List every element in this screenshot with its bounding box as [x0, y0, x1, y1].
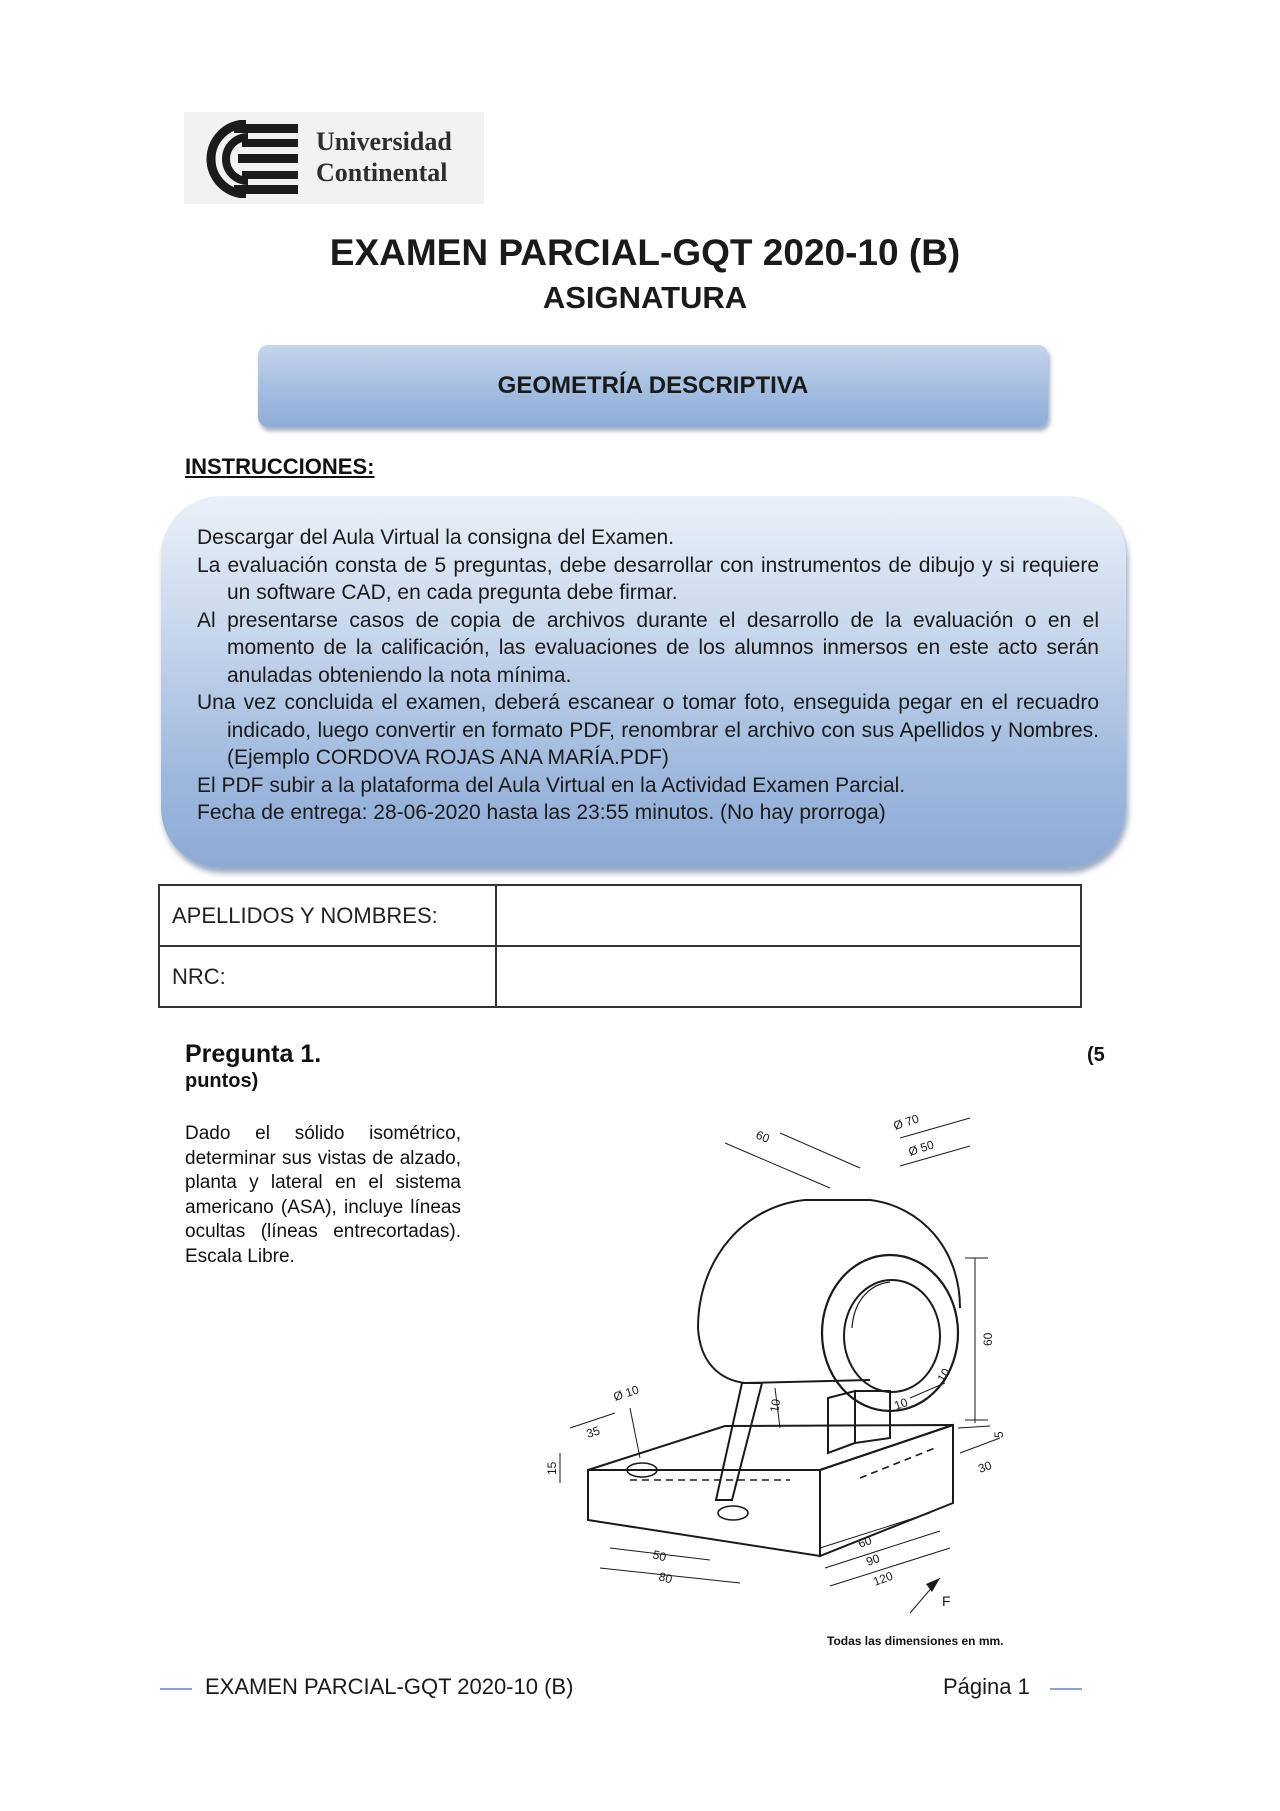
instruction-item: Al presentarse casos de copia de archivos durante el desarrollo de la evaluación o en el momento de la calificación, las evaluaciones de los alumnos inmersos en este acto serán anuladas obteniendo la nota mínima. — [197, 608, 1099, 687]
student-info-table — [158, 884, 1082, 1008]
dim-label: 60 — [856, 1533, 874, 1551]
instructions-list — [197, 524, 1099, 827]
instruction-item: La evaluación consta de 5 preguntas, debe desarrollar con instrumentos de dibujo y si requiere un software CAD, en cada pregunta debe firmar. — [197, 553, 1099, 604]
dim-label: 50 — [651, 1547, 668, 1565]
dim-label: 80 — [657, 1569, 674, 1587]
table-row — [159, 946, 1081, 1007]
cylinder-body — [698, 1200, 960, 1411]
isometric-drawing — [540, 1108, 1060, 1648]
rib — [716, 1383, 762, 1500]
dim-label: 10 — [892, 1395, 910, 1413]
instruction-item: Fecha de entrega: 28-06-2020 hasta las 23:55 minutos. (No hay prorroga) — [197, 801, 886, 824]
nrc-field[interactable] — [496, 946, 1081, 1007]
dim-label: 90 — [864, 1551, 882, 1569]
dim-label: 5 — [992, 1431, 1006, 1438]
footer-rule-left — [160, 1688, 192, 1690]
dim-label: 120 — [871, 1568, 895, 1589]
name-label: APELLIDOS Y NOMBRES: — [159, 885, 496, 946]
footer-page-number: Página 1 — [943, 1674, 1030, 1699]
question-text: Dado el sólido isométrico, determinar sus vistas de alzado, planta y lateral en el sistema americano (ASA), incluye líneas ocultas (líneas entrecortadas). Escala Libre. — [185, 1123, 461, 1267]
dim-label: 30 — [976, 1458, 994, 1476]
footer-exam-title: EXAMEN PARCIAL-GQT 2020-10 (B) — [205, 1674, 574, 1699]
dim-label: 15 — [545, 1461, 559, 1475]
base-block — [588, 1425, 953, 1556]
support-block — [828, 1391, 890, 1453]
instruction-item: Una vez concluida el examen, deberá escanear o tomar foto, enseguida pegar en el recuadro indicado, luego convertir en formato PDF, renombrar el archivo con sus Apellidos y Nombres. (Ejemplo CORDOVA ROJAS ANA MARÍA.PDF) — [197, 691, 1099, 769]
university-logo-icon — [190, 120, 302, 198]
exam-subtitle: ASIGNATURA — [542, 280, 748, 315]
university-logo — [184, 112, 484, 204]
exam-title: EXAMEN PARCIAL-GQT 2020-10 (B) — [329, 232, 961, 273]
dim-label: 10 — [767, 1397, 784, 1414]
instruction-item: Descargar del Aula Virtual la consigna del Examen. — [197, 526, 675, 549]
view-direction-label: F — [942, 1593, 951, 1609]
dim-label: 60 — [753, 1127, 772, 1146]
dim-label: 60 — [981, 1332, 995, 1346]
dim-label: 10 — [934, 1365, 954, 1385]
course-banner — [258, 345, 1048, 427]
nrc-label: NRC: — [159, 946, 496, 1007]
instructions-box — [161, 496, 1126, 868]
question-points-end: puntos) — [185, 1070, 259, 1092]
footer-rule-right — [1050, 1688, 1082, 1690]
logo-line-1: Universidad — [316, 127, 452, 156]
instruction-item: El PDF subir a la plataforma del Aula Virtual en la Actividad Examen Parcial. — [197, 773, 906, 797]
logo-wordmark — [316, 126, 452, 188]
dim-label: 35 — [584, 1423, 602, 1441]
course-name: GEOMETRÍA DESCRIPTIVA — [497, 372, 809, 399]
name-field[interactable] — [496, 885, 1081, 946]
dimension-labels — [545, 1111, 1006, 1609]
dim-label: Ø 70 — [891, 1111, 921, 1133]
dim-label: Ø 10 — [611, 1382, 641, 1404]
dim-label: Ø 50 — [906, 1137, 936, 1159]
question-points-start: (5 — [1087, 1044, 1105, 1066]
dimensions-note: Todas las dimensiones en mm. — [827, 1634, 1004, 1648]
question-title: Pregunta 1. — [185, 1040, 322, 1068]
table-row — [159, 885, 1081, 946]
logo-line-2: Continental — [316, 158, 448, 187]
view-direction-arrow-icon — [926, 1578, 940, 1592]
instructions-heading: INSTRUCCIONES: — [185, 454, 375, 479]
